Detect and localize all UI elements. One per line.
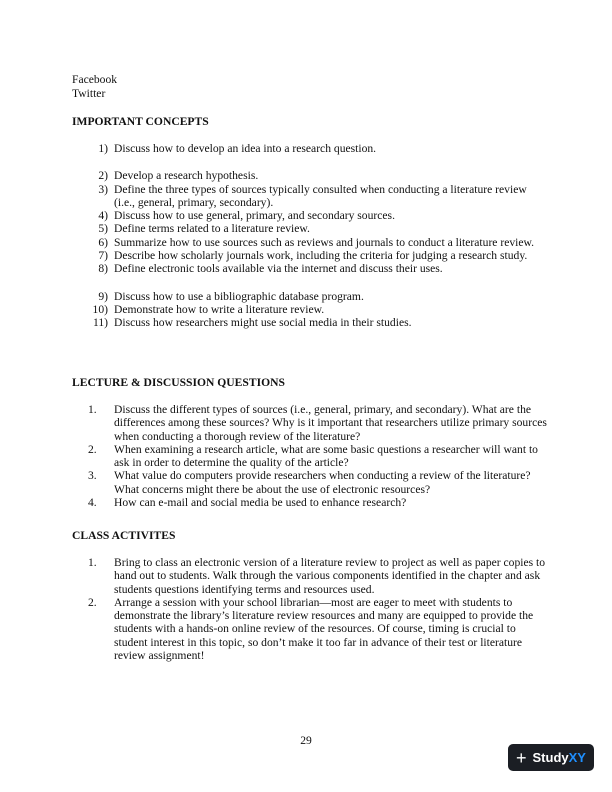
item-text: Discuss how to use a bibliographic database program. [114,289,364,303]
list-item [72,169,548,182]
item-number: 5) [98,222,108,236]
text-facebook: Facebook [72,73,118,86]
item-number: 1) [98,142,108,155]
item-text: Develop a research hypothesis. [114,169,259,183]
item-text: What value do computers provide researchers when conducting a review of the literature? What concerns might there be about the use of electronic resources? [114,469,531,496]
heading-lecture-discussion: LECTURE & DISCUSSION QUESTIONS [72,376,285,389]
item-text: Discuss the different types of sources (i.e., general, primary, and secondary). What are the differences among these sources? Why is it important that researchers utilize primary sources when conducting a thorough review of the literature? [114,403,547,443]
list-item [72,236,548,249]
list-item [72,556,548,596]
plus-icon: + [516,747,527,768]
spacer [72,276,548,290]
item-number: 6) [98,235,108,249]
item-text: Define the three types of sources typically consulted when conducting a literature review (i.e., general, primary, secondary). [114,182,527,209]
item-number: 2. [88,442,97,456]
item-text: Arrange a session with your school librarian—most are eager to meet with students to demonstrate the library’s literature review resources and many are equipped to provide the students with a hands-on online review of the resources. Of course, timing is crucial to student interest in this topic, so don’t make it too far in advance of their test or literature review assignment! [114,595,534,663]
item-text: Discuss how researchers might use social media in their studies. [114,316,412,330]
list-item [72,496,548,509]
text-twitter: Twitter [72,87,106,100]
lecture-questions-list [72,403,548,509]
list-item [72,290,548,303]
page-number: 29 [300,734,312,747]
list-item [72,469,548,496]
list-item [72,316,548,329]
item-text: Discuss how to use general, primary, and secondary sources. [114,209,395,223]
list-item [72,596,548,662]
item-number: 1. [88,556,97,569]
list-item [72,183,548,210]
heading-important-concepts: IMPORTANT CONCEPTS [72,115,209,128]
item-number: 8) [98,262,108,276]
class-activities-list [72,556,548,662]
list-item [72,403,548,443]
item-text: Define electronic tools available via the internet and discuss their uses. [114,262,443,276]
item-text: Demonstrate how to write a literature review. [114,302,325,316]
item-number: 1. [88,403,97,416]
list-item [72,249,548,262]
item-text: Define terms related to a literature review. [114,222,310,236]
item-text: Discuss how to develop an idea into a research question. [114,142,377,155]
item-number: 11) [92,316,108,330]
important-concepts-list [72,142,548,330]
list-item [72,303,548,316]
item-text: When examining a research article, what are some basic questions a researcher will want to ask in order to determine the quality of the article? [114,442,538,470]
item-text: Describe how scholarly journals work, including the criteria for judging a research study. [114,249,528,263]
item-text: Bring to class an electronic version of a literature review to project as well as paper copies to hand out to students. Walk through the various components identified in the chapter and ask students questions identifying terms and resources used. [114,556,546,596]
list-item [72,222,548,235]
studyxy-badge[interactable] [508,744,594,771]
item-number: 3) [98,182,108,196]
item-number: 9) [98,289,108,303]
badge-text-study: Study [532,750,569,765]
item-text: How can e-mail and social media be used to enhance research? [114,496,407,510]
list-item [72,262,548,275]
item-number: 7) [98,249,108,263]
list-item [72,142,548,155]
item-number: 2. [88,595,97,609]
item-number: 4) [98,209,108,223]
list-item [72,209,548,222]
item-number: 10) [92,302,108,316]
item-text: Summarize how to use sources such as reviews and journals to conduct a literature review. [114,235,535,249]
item-number: 4. [88,496,97,510]
item-number: 2) [98,169,108,183]
list-item [72,443,548,470]
item-number: 3. [88,469,97,483]
heading-class-activities: CLASS ACTIVITES [72,529,176,542]
badge-text-xy: XY [568,750,586,765]
spacer [72,155,548,169]
